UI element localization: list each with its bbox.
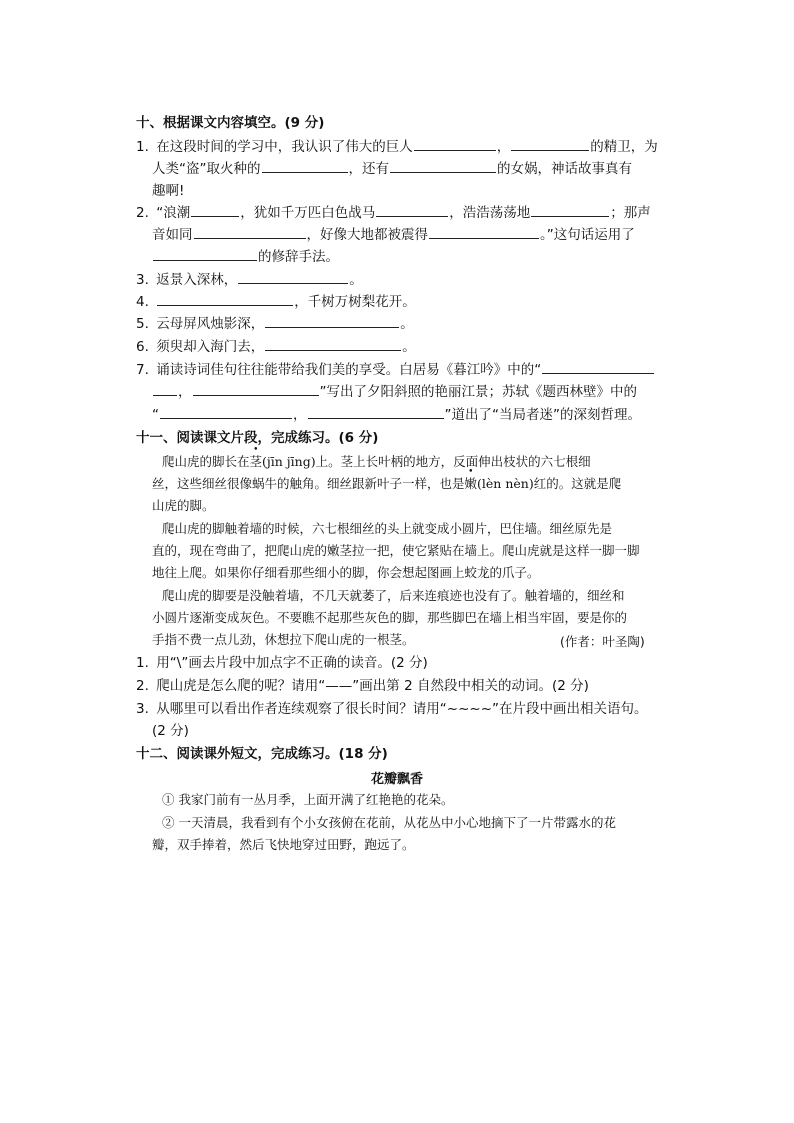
blank-field[interactable] — [376, 203, 448, 217]
author-credit: (作者：叶圣陶) — [560, 634, 645, 649]
passage-p2-line3: 地往上爬。如果你仔细看那些细小的脚，你会想起图画上蛟龙的爪子。 — [152, 565, 540, 580]
q10-3: 3. 返景入深林， 。 — [136, 272, 363, 288]
blank-field[interactable] — [191, 203, 239, 217]
blank-field[interactable] — [531, 203, 609, 217]
q10-7-line3: “ ， ”道出了“当局者迷”的深刻哲理。 — [152, 407, 641, 423]
q10-2-line1: 2. “浪潮 ，犹如千万匹白色战马 ，浩浩荡荡地 ；那声 — [136, 205, 651, 221]
passage-p3-line3: 手指不费一点儿劲，休想拉下爬山虎的一根茎。 — [152, 632, 415, 647]
passage-p3-line2: 小圆片逐渐变成灰色。不要瞧不起那些灰色的脚，那些脚巴在墙上相当牢固，要是你的 — [152, 610, 628, 625]
section-10-title: 十、根据课文内容填空。(9 分) — [136, 115, 325, 131]
q10-1-line2: 人类“盗”取火种的 ，还有 的女娲，神话故事真有 — [152, 161, 632, 177]
passage-p3-line1: 爬山虎的脚要是没触着墙，不几天就萎了，后来连痕迹也没有了。触着墙的，细丝和 — [162, 588, 625, 603]
q10-6: 6. 须臾却入海门去， 。 — [136, 339, 416, 355]
blank-field[interactable] — [238, 270, 348, 284]
q11-2: 2. 爬山虎是怎么爬的呢？请用“——”画出第 2 自然段中相关的动词。(2 分) — [136, 678, 589, 694]
passage-p1-line3: 山虎的脚。 — [152, 498, 215, 513]
story-title: 花瓣飘香 — [370, 772, 423, 787]
blank-field[interactable] — [308, 405, 444, 419]
story-p2-line2: 瓣，双手捧着，然后飞快地穿过田野，跑远了。 — [152, 837, 415, 852]
blank-field[interactable] — [265, 314, 399, 328]
story-p2-line1: ② 一天清晨，我看到有个小女孩俯在花前，从花丛中小心地摘下了一片带露水的花 — [162, 815, 616, 830]
q10-1-line3: 趣啊! — [152, 183, 185, 199]
blank-field[interactable] — [153, 382, 177, 396]
blank-field[interactable] — [262, 159, 348, 173]
q10-2-line2: 音如同 ，好像大地都被震得 。”这句话运用了 — [152, 227, 635, 243]
q11-1: 1. 用“\”画去片段中加点字不正确的读音。(2 分) — [136, 655, 428, 671]
dotted-char: 嫩 — [464, 476, 478, 491]
passage-p2-line2: 直的，现在弯曲了，把爬山虎的嫩茎拉一把，使它紧贴在墙上。爬山虎就是这样一脚一脚 — [152, 543, 640, 558]
q11-3-line1: 3. 从哪里可以看出作者连续观察了很长时间？请用“~~~~”在片段中画出相关语句。 — [136, 701, 648, 717]
q10-5: 5. 云母屏风烛影深， 。 — [136, 316, 414, 332]
story-p1: ① 我家门前有一丛月季，上面开满了红艳艳的花朵。 — [162, 792, 454, 807]
q10-1-line1: 1. 在这段时间的学习中，我认识了伟大的巨人 ， 的精卫，为 — [136, 139, 658, 155]
blank-field[interactable] — [194, 225, 306, 239]
blank-field[interactable] — [153, 247, 257, 261]
blank-field[interactable] — [511, 137, 589, 151]
q10-7-line1: 7. 诵读诗词佳句往往能带给我们美的享受。白居易《暮江吟》中的“ — [136, 360, 655, 380]
blank-field[interactable] — [414, 137, 496, 151]
blank-field[interactable] — [390, 159, 496, 173]
section-11-title: 十一、阅读课文片段，完成练习。(6 分) — [136, 430, 379, 446]
passage-p2-line1: 爬山虎的脚触着墙的时候，六七根细丝的头上就变成小圆片，巴住墙。细丝原先是 — [162, 521, 613, 536]
q10-7-line2: ， ”写出了夕阳斜照的艳丽江景；苏轼《题西林壁》中的 — [152, 382, 637, 402]
q10-2-line3: 的修辞手法。 — [152, 247, 339, 267]
blank-field[interactable] — [265, 337, 401, 351]
blank-field[interactable] — [160, 405, 292, 419]
q10-1-number: 1. — [136, 139, 149, 155]
blank-field[interactable] — [157, 292, 293, 306]
section-12-title: 十二、阅读课外短文，完成练习。(18 分) — [136, 746, 388, 762]
q11-3-score: (2 分) — [152, 723, 189, 739]
blank-field[interactable] — [429, 225, 539, 239]
passage-p1-line1: 爬山虎的脚长在茎(jīn jīng)上。茎上长叶柄的地方，反面伸出枝状的六七根细 — [162, 452, 591, 472]
blank-field[interactable] — [542, 360, 654, 374]
q10-4: 4. ，千树万树梨花开。 — [136, 294, 416, 310]
passage-p1-line2: 丝，这些细丝很像蜗牛的触角。细丝跟新叶子一样，也是嫩(lèn nèn)红的。这就是爬 — [152, 474, 621, 494]
blank-field[interactable] — [193, 382, 319, 396]
dotted-char: 茎 — [249, 454, 263, 469]
